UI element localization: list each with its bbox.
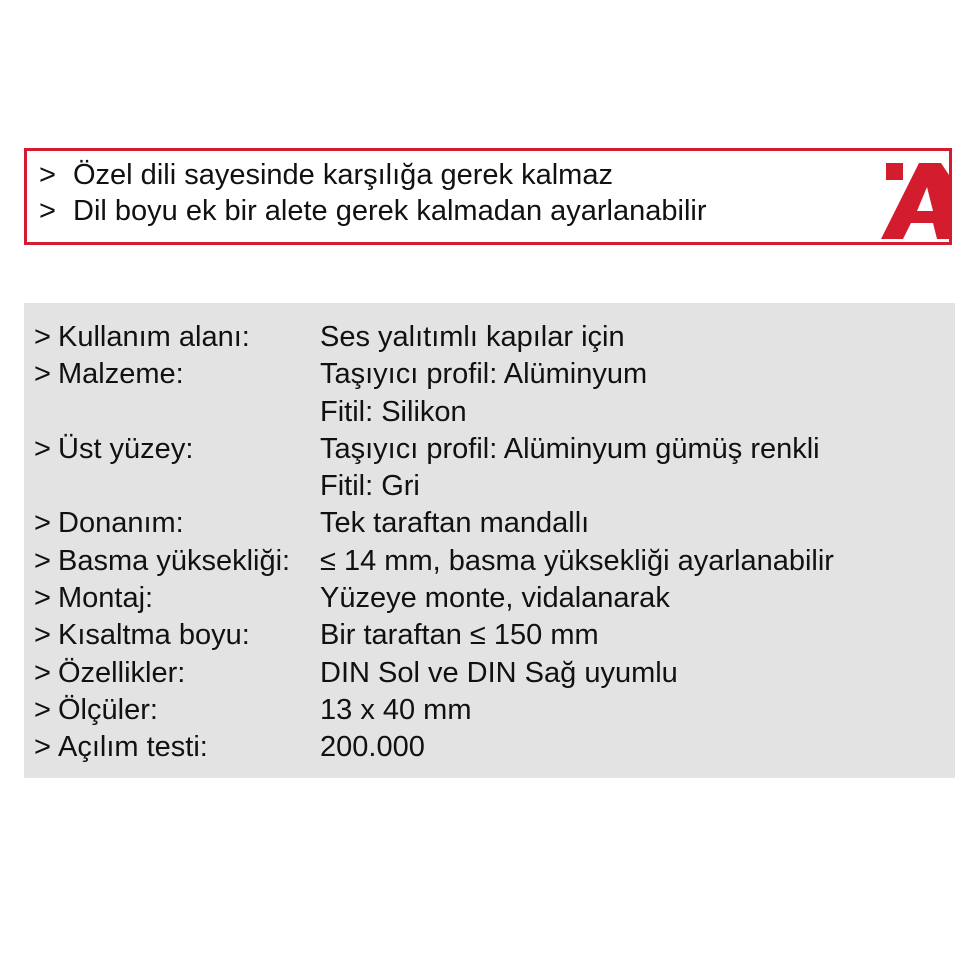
spec-label	[34, 319, 320, 356]
bullet-marker: >	[34, 321, 51, 353]
spec-label-text: Ölçüler:	[58, 693, 158, 726]
spec-row	[34, 617, 834, 654]
bullet-marker: >	[34, 358, 51, 391]
spec-label	[34, 580, 320, 617]
spec-label	[34, 655, 320, 692]
spec-value: 200.000	[320, 731, 425, 764]
spec-value: Tek taraftan mandallı	[320, 507, 590, 540]
spec-label-text: Montaj:	[58, 582, 154, 615]
spec-values	[320, 319, 625, 356]
red-a-logo-icon	[881, 159, 949, 239]
spec-value: Ses yalıtımlı kapılar için	[320, 321, 625, 353]
spec-label	[34, 356, 320, 431]
spec-value: Bir taraftan ≤ 150 mm	[320, 619, 599, 652]
feature-text: Özel dili sayesinde karşılığa gerek kalmaz	[73, 159, 613, 191]
spec-values	[320, 580, 670, 617]
bullet-marker: >	[34, 693, 51, 726]
feature-line	[39, 157, 613, 193]
bullet-marker: >	[34, 544, 51, 577]
spec-value: Fitil: Gri	[320, 470, 420, 503]
spec-label	[34, 543, 320, 580]
spec-row	[34, 356, 834, 431]
spec-rows	[34, 319, 834, 767]
spec-label	[34, 617, 320, 654]
spec-value: ≤ 14 mm, basma yüksekliği ayarlanabilir	[320, 544, 834, 577]
spec-value: DIN Sol ve DIN Sağ uyumlu	[320, 656, 678, 689]
spec-values	[320, 505, 589, 542]
spec-value: 13 x 40 mm	[320, 693, 472, 726]
spec-label-text: Basma yüksekliği:	[58, 544, 291, 577]
spec-label-text: Kısaltma boyu:	[58, 619, 250, 652]
spec-label-text: Donanım:	[58, 507, 184, 540]
spec-values	[320, 692, 472, 729]
bullet-marker: >	[34, 582, 51, 615]
feature-line	[39, 193, 707, 229]
spec-row	[34, 729, 834, 766]
bullet-marker: >	[34, 432, 51, 465]
spec-row	[34, 655, 834, 692]
spec-label	[34, 729, 320, 766]
spec-values	[320, 655, 678, 692]
spec-row	[34, 319, 834, 356]
spec-values	[320, 431, 820, 506]
features-box	[24, 148, 952, 245]
specs-table	[24, 303, 955, 778]
bullet-marker: >	[39, 195, 56, 227]
spec-row	[34, 431, 834, 506]
bullet-marker: >	[34, 731, 51, 764]
spec-value: Yüzeye monte, vidalanarak	[320, 582, 670, 615]
spec-row	[34, 505, 834, 542]
bullet-marker: >	[34, 656, 51, 689]
spec-value: Taşıyıcı profil: Alüminyum gümüş renkli	[320, 432, 820, 465]
spec-values	[320, 543, 834, 580]
spec-value: Fitil: Silikon	[320, 395, 467, 428]
feature-text: Dil boyu ek bir alete gerek kalmadan ayarlanabilir	[73, 195, 707, 227]
spec-values	[320, 617, 599, 654]
spec-label-text: Üst yüzey:	[58, 432, 194, 465]
spec-label	[34, 505, 320, 542]
bullet-marker: >	[34, 619, 51, 652]
spec-label	[34, 431, 320, 506]
bullet-marker: >	[39, 159, 56, 191]
spec-row	[34, 543, 834, 580]
spec-row	[34, 580, 834, 617]
spec-label-text: Kullanım alanı:	[58, 321, 250, 353]
spec-values	[320, 356, 647, 431]
spec-label-text: Açılım testi:	[58, 731, 208, 764]
spec-row	[34, 692, 834, 729]
spec-value: Taşıyıcı profil: Alüminyum	[320, 358, 648, 391]
spec-label-text: Malzeme:	[58, 358, 184, 391]
spec-label-text: Özellikler:	[58, 656, 186, 689]
spec-label	[34, 692, 320, 729]
spec-values	[320, 729, 425, 766]
bullet-marker: >	[34, 507, 51, 540]
